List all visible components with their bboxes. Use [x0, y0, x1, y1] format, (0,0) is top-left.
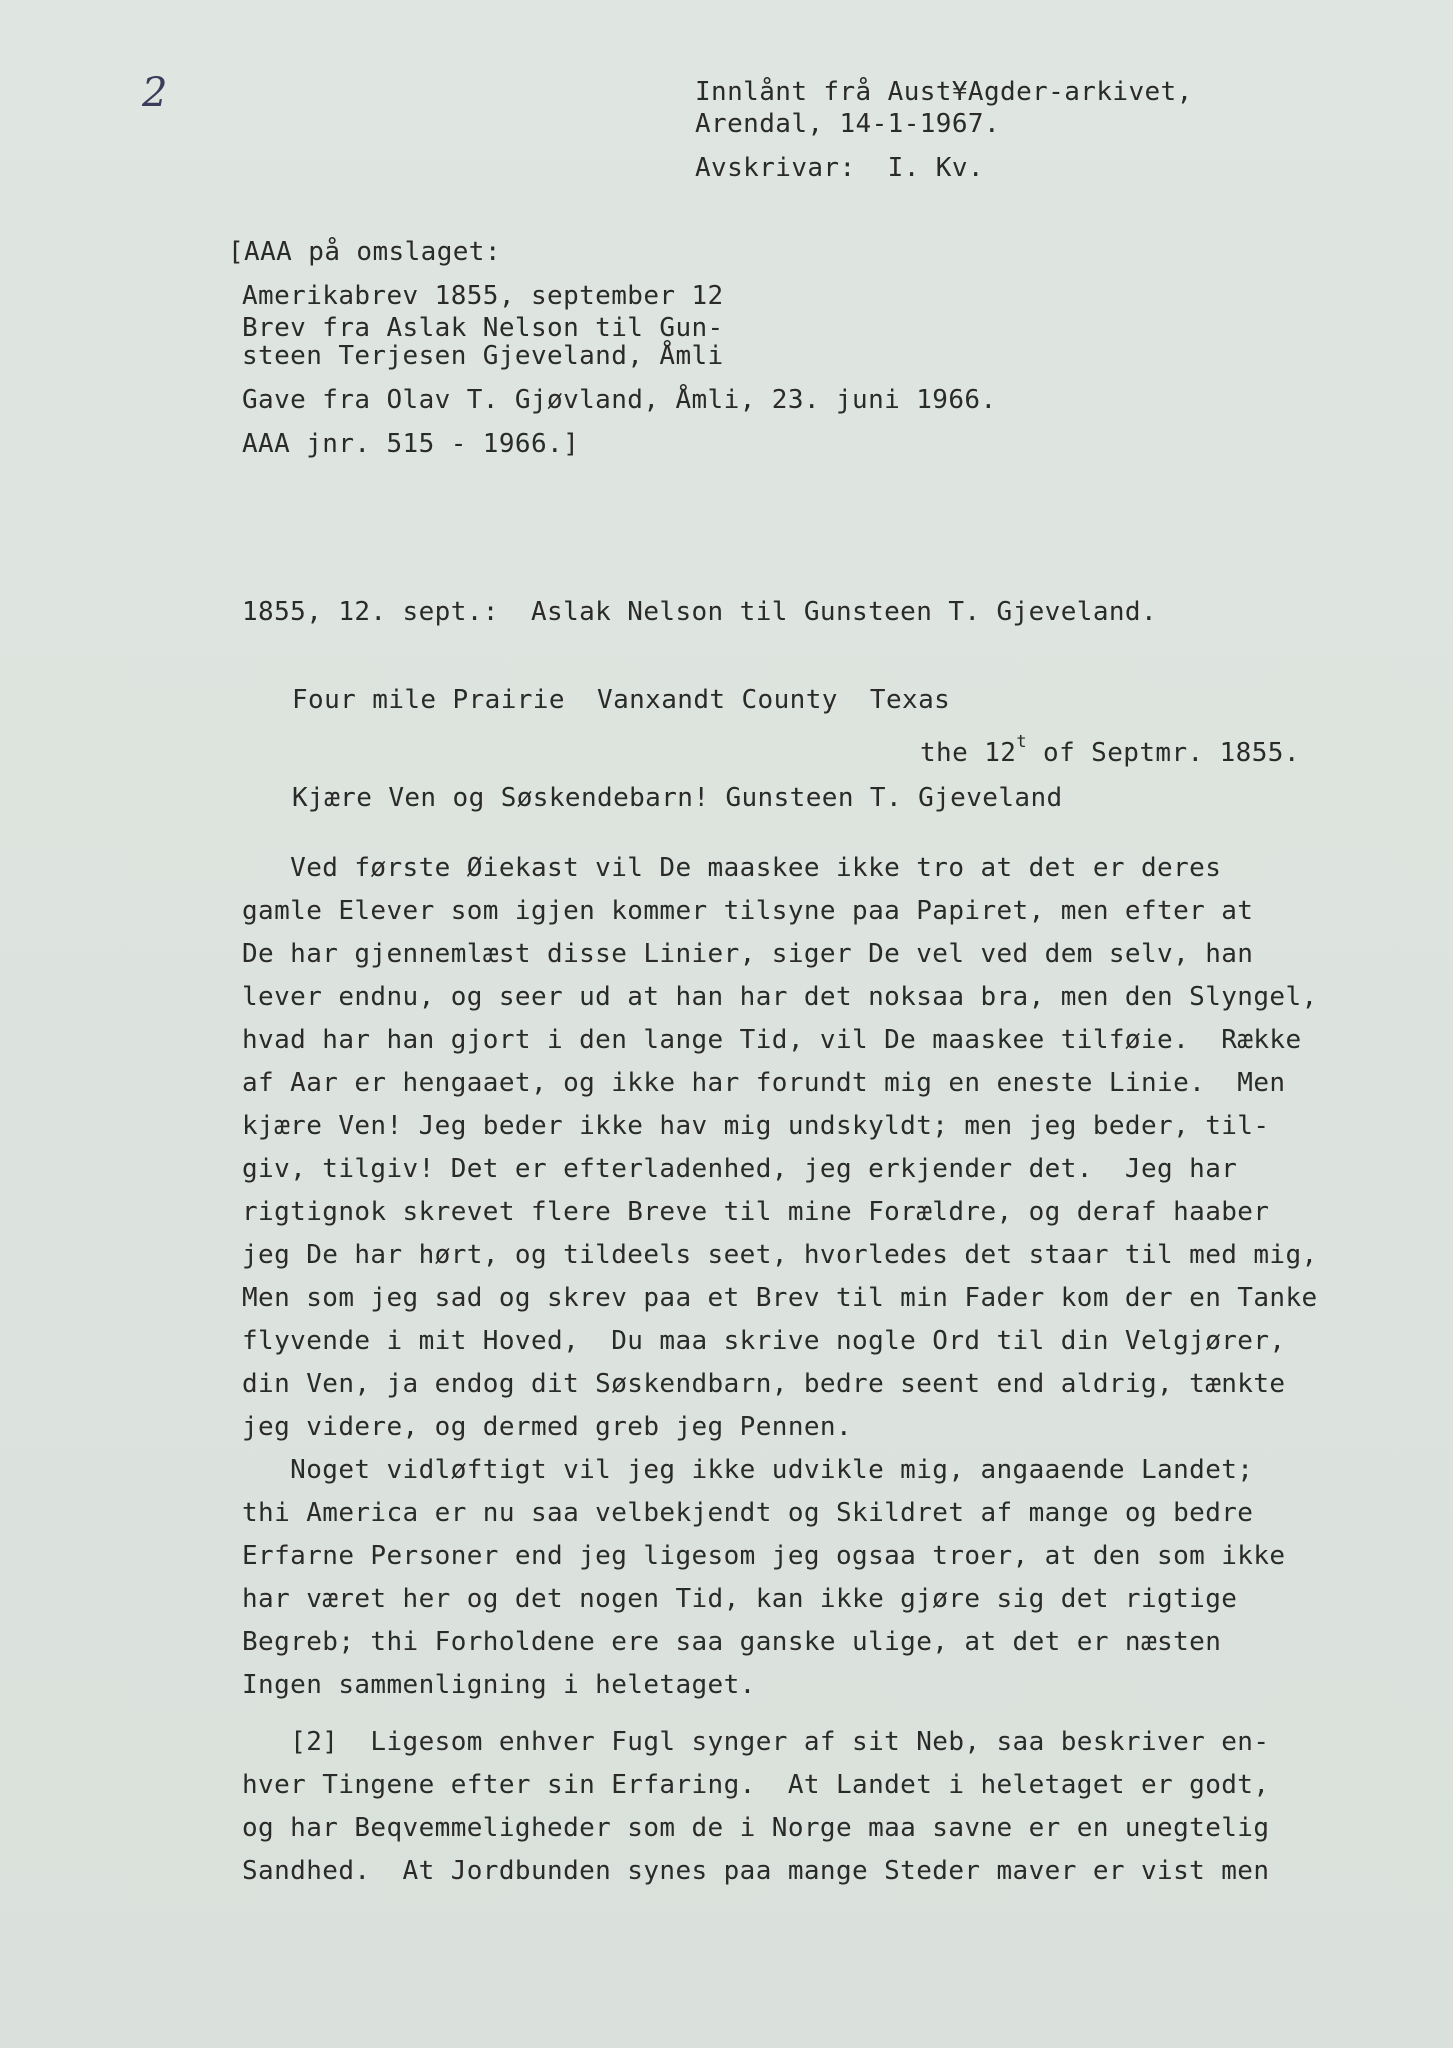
body-line: af Aar er hengaaet, og ikke har forundt mig en eneste Linie. Men: [242, 1068, 1286, 1098]
cover-note-line-5: Gave fra Olav T. Gjøvland, Åmli, 23. juni 1966.: [242, 385, 997, 415]
body-line: Begreb; thi Forholdene ere saa ganske ulige, at det er næsten: [242, 1627, 1222, 1657]
body-line: din Ven, ja endog dit Søskendbarn, bedre seent end aldrig, tænkte: [242, 1369, 1286, 1399]
body-line: giv, tilgiv! Det er efterladenhed, jeg erkjender det. Jeg har: [242, 1154, 1238, 1184]
cover-note-line-6: AAA jnr. 515 - 1966.]: [242, 429, 580, 459]
body-line: lever endnu, og seer ud at han har det noksaa bra, men den Slyngel,: [242, 982, 1318, 1012]
body-line: Ved første Øiekast vil De maaskee ikke tro at det er deres: [242, 853, 1222, 883]
body-line: rigtignok skrevet flere Breve til mine Forældre, og deraf haaber: [242, 1197, 1270, 1227]
date-pre: the 12: [920, 738, 1017, 768]
body-line: Sandhed. At Jordbunden synes paa mange Steder maver er vist men: [242, 1856, 1270, 1886]
body-line: Erfarne Personer end jeg ligesom jeg ogsaa troer, at den som ikke: [242, 1541, 1286, 1571]
archive-note-line-1: Innlånt frå Aust¥Agder-arkivet,: [695, 77, 1193, 107]
body-line: thi America er nu saa velbekjendt og Skildret af mange og bedre: [242, 1498, 1254, 1528]
letter-salutation: Kjære Ven og Søskendebarn! Gunsteen T. Gjeveland: [292, 783, 1063, 813]
body-line: jeg De har hørt, og tildeels seet, hvorledes det staar til med mig,: [242, 1240, 1318, 1270]
letter-heading: 1855, 12. sept.: Aslak Nelson til Gunsteen T. Gjeveland.: [242, 597, 1158, 627]
letter-place-line: Four mile Prairie Vanxandt County Texas: [292, 685, 951, 715]
body-line: kjære Ven! Jeg beder ikke hav mig undskyldt; men jeg beder, til-: [242, 1111, 1270, 1141]
page-number: 2: [142, 70, 168, 116]
body-line: [2] Ligesom enhver Fugl synger af sit Neb, saa beskriver en-: [242, 1727, 1270, 1757]
date-superscript: t: [1016, 732, 1027, 752]
body-line: og har Beqvemmeligheder som de i Norge maa savne er en unegtelig: [242, 1813, 1270, 1843]
transcriber-note: Avskrivar: I. Kv.: [695, 153, 984, 183]
body-line: Men som jeg sad og skrev paa et Brev til min Fader kom der en Tanke: [242, 1283, 1318, 1313]
cover-note-line-1: [AAA på omslaget:: [228, 237, 501, 267]
body-line: hvad har han gjort i den lange Tid, vil De maaskee tilføie. Række: [242, 1025, 1302, 1055]
cover-note-line-3: Brev fra Aslak Nelson til Gun-: [242, 313, 724, 343]
cover-note-line-4: steen Terjesen Gjeveland, Åmli: [242, 341, 724, 371]
cover-note-line-2: Amerikabrev 1855, september 12: [242, 281, 724, 311]
date-post: of Septmr. 1855.: [1026, 738, 1300, 768]
letter-date-line: [920, 726, 1300, 769]
body-line: Noget vidløftigt vil jeg ikke udvikle mig, angaaende Landet;: [242, 1455, 1254, 1485]
body-line: De har gjennemlæst disse Linier, siger De vel ved dem selv, han: [242, 939, 1254, 969]
archive-note-line-2: Arendal, 14-1-1967.: [695, 109, 1001, 139]
body-line: hver Tingene efter sin Erfaring. At Landet i heletaget er godt,: [242, 1770, 1270, 1800]
body-line: flyvende i mit Hoved, Du maa skrive nogle Ord til din Velgjører,: [242, 1326, 1286, 1356]
body-line: jeg videre, og dermed greb jeg Pennen.: [242, 1412, 853, 1442]
body-line: gamle Elever som igjen kommer tilsyne paa Papiret, men efter at: [242, 896, 1254, 926]
body-line: har været her og det nogen Tid, kan ikke gjøre sig det rigtige: [242, 1584, 1238, 1614]
body-line: Ingen sammenligning i heletaget.: [242, 1670, 756, 1700]
